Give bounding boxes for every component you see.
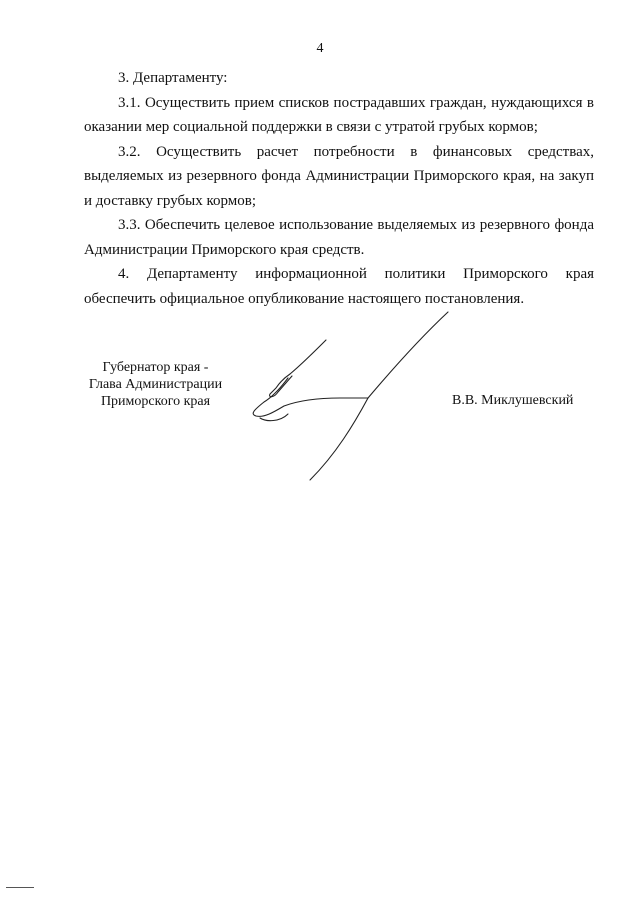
document-body [84,66,594,311]
signatory-title-line: Губернатор края - [102,360,209,375]
signatory-title-line: Приморского края [100,394,211,409]
paragraph-3-heading: 3. Департаменту: [118,70,228,86]
handwritten-signature [240,306,462,484]
page-number: 4 [316,41,324,56]
signatory-title-line: Глава Администрации [88,377,223,392]
footer-divider [6,887,34,888]
signatory-title [78,359,233,410]
signatory-name: В.В. Миклушевский [452,393,574,408]
paragraph-4: 4. Департаменту информационной политики Приморского края обеспечить официальное опубликование настоящего постановления. [84,266,594,307]
paragraph-3-3: 3.3. Обеспечить целевое использование выделяемых из резервного фонда Администрации Приморского края средств. [84,217,594,258]
paragraph-3-2: 3.2. Осуществить расчет потребности в финансовых средствах, выделяемых из резервного фонда Администрации Приморского края, на закуп и доставку грубых кормов; [84,143,594,209]
paragraph-3-1: 3.1. Осуществить прием списков пострадавших граждан, нуждающихся в оказании мер социальной поддержки в связи с утратой грубых кормов; [84,94,594,135]
